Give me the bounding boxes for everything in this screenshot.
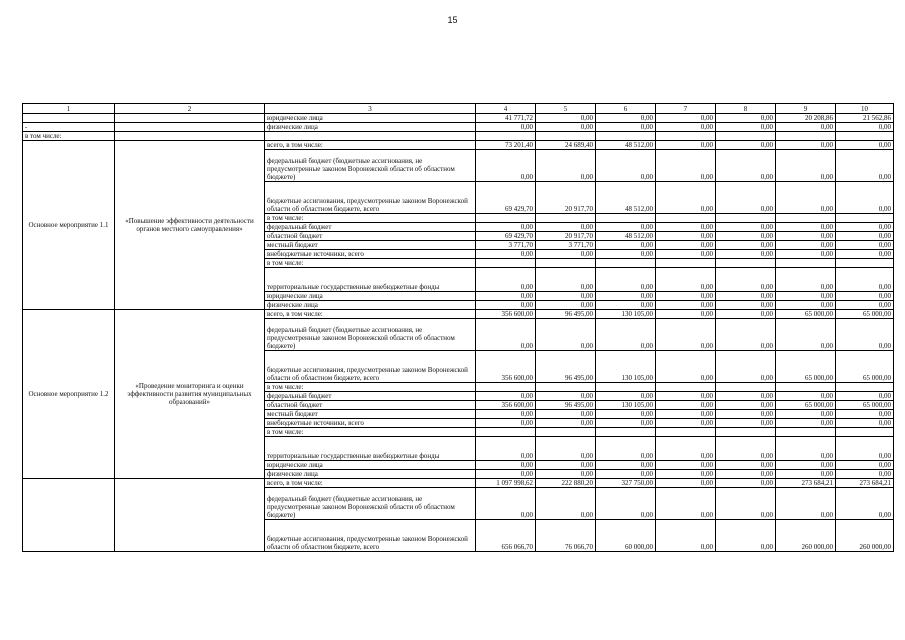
value-cell [596,214,656,223]
value-cell [476,383,536,392]
value-cell: 96 495,00 [536,351,596,383]
value-cell: 0,00 [716,470,776,479]
value-cell: 96 495,00 [536,401,596,410]
value-cell: 260 000,00 [776,520,836,552]
row-description: федеральный бюджет (бюджетные ассигнования, не предусмотренные законом Воронежской области об областном бюджете) [265,150,476,182]
value-cell [656,428,716,437]
value-cell: 0,00 [836,123,894,132]
value-cell [836,259,894,268]
value-cell: 48 512,00 [596,141,656,150]
value-cell: 0,00 [776,182,836,214]
value-cell: 0,00 [836,268,894,292]
value-cell: 0,00 [716,241,776,250]
value-cell: 0,00 [476,319,536,351]
value-cell [536,259,596,268]
value-cell: 0,00 [596,319,656,351]
empty-cell [265,132,476,141]
value-cell: 0,00 [836,141,894,150]
value-cell: 130 105,00 [596,310,656,319]
row-description: бюджетные ассигнования, предусмотренные законом Воронежской области об областном бюджете, всего [265,182,476,214]
value-cell: 0,00 [776,223,836,232]
value-cell: 130 105,00 [596,401,656,410]
table-row [23,479,894,488]
value-cell: 0,00 [656,114,716,123]
value-cell: 0,00 [476,123,536,132]
value-cell: 24 689,40 [536,141,596,150]
value-cell: 0,00 [716,479,776,488]
row-description: бюджетные ассигнования, предусмотренные законом Воронежской области об областном бюджете, всего [265,351,476,383]
value-cell: 0,00 [716,520,776,552]
value-cell [656,214,716,223]
value-cell: 0,00 [476,488,536,520]
value-cell: 0,00 [836,488,894,520]
value-cell: 0,00 [716,392,776,401]
value-cell: 0,00 [596,250,656,259]
table-row [23,123,894,132]
value-cell: 0,00 [536,419,596,428]
value-cell: 0,00 [836,410,894,419]
row-description: физические лица [265,123,476,132]
value-cell: 0,00 [656,319,716,351]
measure-title: «Проведение мониторинга и оценки эффективности развития муниципальных образований» [115,310,265,479]
value-cell: 273 684,21 [776,479,836,488]
value-cell: 0,00 [656,351,716,383]
value-cell: 20 917,70 [536,182,596,214]
value-cell: 0,00 [836,461,894,470]
value-cell: 0,00 [716,401,776,410]
value-cell: 0,00 [596,488,656,520]
value-cell [716,259,776,268]
value-cell: 0,00 [536,250,596,259]
row-col1 [23,114,115,123]
value-cell: 0,00 [536,292,596,301]
value-cell: 41 771,72 [476,114,536,123]
value-cell: 356 600,00 [476,401,536,410]
value-cell: 0,00 [716,182,776,214]
value-cell: 0,00 [836,250,894,259]
value-cell: 0,00 [716,150,776,182]
empty-cell [115,132,265,141]
value-cell: 0,00 [656,141,716,150]
value-cell: 0,00 [536,268,596,292]
measure-name: Основное мероприятие 1.1 [23,141,115,310]
value-cell: 0,00 [716,410,776,419]
value-cell: 0,00 [536,392,596,401]
column-header: 1 [23,104,115,114]
value-cell [776,428,836,437]
column-header: 3 [265,104,476,114]
column-header: 5 [536,104,596,114]
column-header: 8 [716,104,776,114]
value-cell [836,383,894,392]
value-cell: 48 512,00 [596,232,656,241]
value-cell: 0,00 [656,268,716,292]
row-description: федеральный бюджет [265,223,476,232]
row-description: всего, в том числе: [265,310,476,319]
value-cell: 0,00 [476,292,536,301]
value-cell: 0,00 [716,351,776,383]
value-cell [596,428,656,437]
value-cell: 0,00 [836,150,894,182]
row-description: физические лица [265,470,476,479]
value-cell: 0,00 [836,392,894,401]
value-cell: 0,00 [596,114,656,123]
value-cell: 0,00 [656,232,716,241]
value-cell: 0,00 [596,461,656,470]
table-row [23,114,894,123]
value-cell: 0,00 [836,223,894,232]
row-description: всего, в том числе: [265,479,476,488]
empty-cell [596,132,656,141]
value-cell: 0,00 [656,419,716,428]
value-cell [836,428,894,437]
value-cell: 0,00 [536,461,596,470]
value-cell: 0,00 [716,223,776,232]
value-cell: 1 097 998,62 [476,479,536,488]
row-description: всего, в том числе: [265,141,476,150]
value-cell: 327 750,00 [596,479,656,488]
table-header-row [23,104,894,114]
value-cell: 0,00 [776,437,836,461]
value-cell: 0,00 [596,470,656,479]
value-cell: 0,00 [476,470,536,479]
value-cell: 0,00 [656,150,716,182]
value-cell [536,214,596,223]
value-cell: 260 000,00 [836,520,894,552]
value-cell: 0,00 [716,301,776,310]
value-cell: 0,00 [476,301,536,310]
value-cell: 0,00 [656,123,716,132]
row-description: внебюджетные источники, всего [265,250,476,259]
value-cell: 0,00 [716,461,776,470]
value-cell: 65 000,00 [836,351,894,383]
value-cell: 0,00 [776,461,836,470]
table-row [23,310,894,319]
value-cell: 0,00 [596,150,656,182]
value-cell: 0,00 [776,250,836,259]
value-cell: 0,00 [596,419,656,428]
value-cell: 0,00 [656,437,716,461]
value-cell [596,259,656,268]
value-cell: 48 512,00 [596,182,656,214]
value-cell: 0,00 [656,461,716,470]
value-cell: 0,00 [836,182,894,214]
value-cell: 0,00 [596,268,656,292]
value-cell [476,214,536,223]
row-description: территориальные государственные внебюджетные фонды [265,268,476,292]
value-cell: 0,00 [656,410,716,419]
value-cell: 0,00 [476,392,536,401]
value-cell: 0,00 [656,310,716,319]
value-cell: 0,00 [716,437,776,461]
value-cell: 0,00 [776,232,836,241]
value-cell: 356 600,00 [476,351,536,383]
value-cell: 60 000,00 [596,520,656,552]
value-cell: 0,00 [656,223,716,232]
row-col1: - [23,123,115,132]
value-cell: 0,00 [836,437,894,461]
value-cell: 0,00 [716,123,776,132]
value-cell: 0,00 [536,150,596,182]
value-cell: 0,00 [656,250,716,259]
row-description: юридические лица [265,114,476,123]
column-header: 10 [836,104,894,114]
value-cell: 0,00 [776,141,836,150]
value-cell [776,259,836,268]
budget-table [22,103,894,552]
row-description: в том числе: [265,259,476,268]
value-cell: 130 105,00 [596,351,656,383]
empty-cell [536,132,596,141]
empty-cell [836,132,894,141]
value-cell: 0,00 [716,232,776,241]
in-that-number-label: в том числе: [23,132,115,141]
value-cell: 0,00 [656,182,716,214]
value-cell: 0,00 [596,292,656,301]
value-cell: 0,00 [656,470,716,479]
value-cell: 0,00 [596,437,656,461]
value-cell: 0,00 [776,292,836,301]
value-cell: 0,00 [656,520,716,552]
value-cell: 65 000,00 [776,310,836,319]
row-description: юридические лица [265,461,476,470]
row-description: бюджетные ассигнования, предусмотренные законом Воронежской области об областном бюджете, всего [265,520,476,552]
value-cell: 0,00 [536,123,596,132]
row-description: федеральный бюджет (бюджетные ассигнования, не предусмотренные законом Воронежской области об областном бюджете) [265,488,476,520]
value-cell: 65 000,00 [776,401,836,410]
value-cell [836,214,894,223]
row-col2 [115,114,265,123]
value-cell: 0,00 [836,241,894,250]
value-cell: 0,00 [716,114,776,123]
row-description: местный бюджет [265,410,476,419]
value-cell: 3 771,70 [536,241,596,250]
value-cell: 0,00 [596,410,656,419]
value-cell: 73 201,40 [476,141,536,150]
value-cell: 0,00 [776,319,836,351]
column-header: 4 [476,104,536,114]
value-cell: 65 000,00 [836,310,894,319]
value-cell: 0,00 [656,401,716,410]
empty-cell [716,132,776,141]
value-cell [716,428,776,437]
value-cell: 0,00 [536,319,596,351]
value-cell: 65 000,00 [776,351,836,383]
value-cell: 0,00 [836,470,894,479]
value-cell: 0,00 [476,268,536,292]
value-cell [716,214,776,223]
value-cell [716,383,776,392]
value-cell: 356 600,00 [476,310,536,319]
row-description: местный бюджет [265,241,476,250]
page-number: 15 [447,15,458,25]
empty-cell [476,132,536,141]
row-col2 [115,123,265,132]
value-cell: 0,00 [836,301,894,310]
value-cell: 0,00 [656,241,716,250]
empty-cell [776,132,836,141]
value-cell: 0,00 [836,292,894,301]
value-cell: 69 429,70 [476,182,536,214]
value-cell: 0,00 [536,114,596,123]
value-cell: 3 771,70 [476,241,536,250]
value-cell: 0,00 [476,410,536,419]
value-cell [776,383,836,392]
measure-title [115,479,265,552]
value-cell: 0,00 [716,292,776,301]
value-cell: 0,00 [776,268,836,292]
column-header: 2 [115,104,265,114]
value-cell [596,383,656,392]
value-cell: 20 917,70 [536,232,596,241]
value-cell: 0,00 [716,310,776,319]
row-description: федеральный бюджет [265,392,476,401]
value-cell: 0,00 [476,461,536,470]
measure-name: Основное мероприятие 1.2 [23,310,115,479]
value-cell [656,259,716,268]
value-cell: 0,00 [716,319,776,351]
value-cell: 20 208,86 [776,114,836,123]
value-cell: 0,00 [596,223,656,232]
value-cell: 0,00 [476,419,536,428]
row-description: юридические лица [265,292,476,301]
value-cell: 0,00 [656,292,716,301]
row-description: внебюджетные источники, всего [265,419,476,428]
value-cell: 0,00 [656,301,716,310]
row-description: в том числе: [265,383,476,392]
row-description: территориальные государственные внебюджетные фонды [265,437,476,461]
value-cell: 69 429,70 [476,232,536,241]
column-header: 6 [596,104,656,114]
value-cell: 0,00 [596,241,656,250]
value-cell: 222 880,20 [536,479,596,488]
value-cell: 0,00 [716,419,776,428]
row-description: физические лица [265,301,476,310]
value-cell: 0,00 [716,268,776,292]
value-cell: 0,00 [776,123,836,132]
empty-cell [656,132,716,141]
value-cell: 0,00 [536,301,596,310]
value-cell: 0,00 [776,419,836,428]
value-cell: 0,00 [776,392,836,401]
row-description: в том числе: [265,428,476,437]
value-cell: 0,00 [536,488,596,520]
value-cell: 0,00 [656,488,716,520]
value-cell: 0,00 [776,410,836,419]
value-cell: 65 000,00 [836,401,894,410]
value-cell: 0,00 [476,150,536,182]
value-cell: 0,00 [716,250,776,259]
value-cell [656,383,716,392]
value-cell: 0,00 [656,479,716,488]
value-cell: 0,00 [596,123,656,132]
value-cell: 0,00 [836,419,894,428]
value-cell: 0,00 [596,301,656,310]
value-cell: 0,00 [596,392,656,401]
value-cell: 0,00 [836,232,894,241]
row-description: федеральный бюджет (бюджетные ассигнования, не предусмотренные законом Воронежской области об областном бюджете) [265,319,476,351]
value-cell: 0,00 [776,301,836,310]
value-cell: 0,00 [536,437,596,461]
value-cell [536,383,596,392]
column-header: 9 [776,104,836,114]
value-cell: 76 066,70 [536,520,596,552]
value-cell: 0,00 [776,241,836,250]
value-cell [476,259,536,268]
row-description: в том числе: [265,214,476,223]
value-cell: 0,00 [476,223,536,232]
table-row [23,141,894,150]
value-cell: 273 684,21 [836,479,894,488]
value-cell: 0,00 [716,488,776,520]
value-cell: 0,00 [716,141,776,150]
value-cell: 0,00 [776,150,836,182]
value-cell: 21 562,86 [836,114,894,123]
value-cell [476,428,536,437]
value-cell: 0,00 [656,392,716,401]
row-description: областной бюджет [265,232,476,241]
value-cell: 0,00 [476,437,536,461]
row-description: областной бюджет [265,401,476,410]
measure-title: «Повышение эффективности деятельности органов местного самоуправления» [115,141,265,310]
value-cell: 0,00 [536,410,596,419]
value-cell: 0,00 [836,319,894,351]
value-cell: 0,00 [536,223,596,232]
value-cell: 0,00 [776,470,836,479]
value-cell: 0,00 [776,488,836,520]
value-cell [776,214,836,223]
measure-name [23,479,115,552]
value-cell: 0,00 [536,470,596,479]
value-cell: 0,00 [476,250,536,259]
value-cell: 656 066,70 [476,520,536,552]
column-header: 7 [656,104,716,114]
in-that-number-row [23,132,894,141]
value-cell [536,428,596,437]
value-cell: 96 495,00 [536,310,596,319]
